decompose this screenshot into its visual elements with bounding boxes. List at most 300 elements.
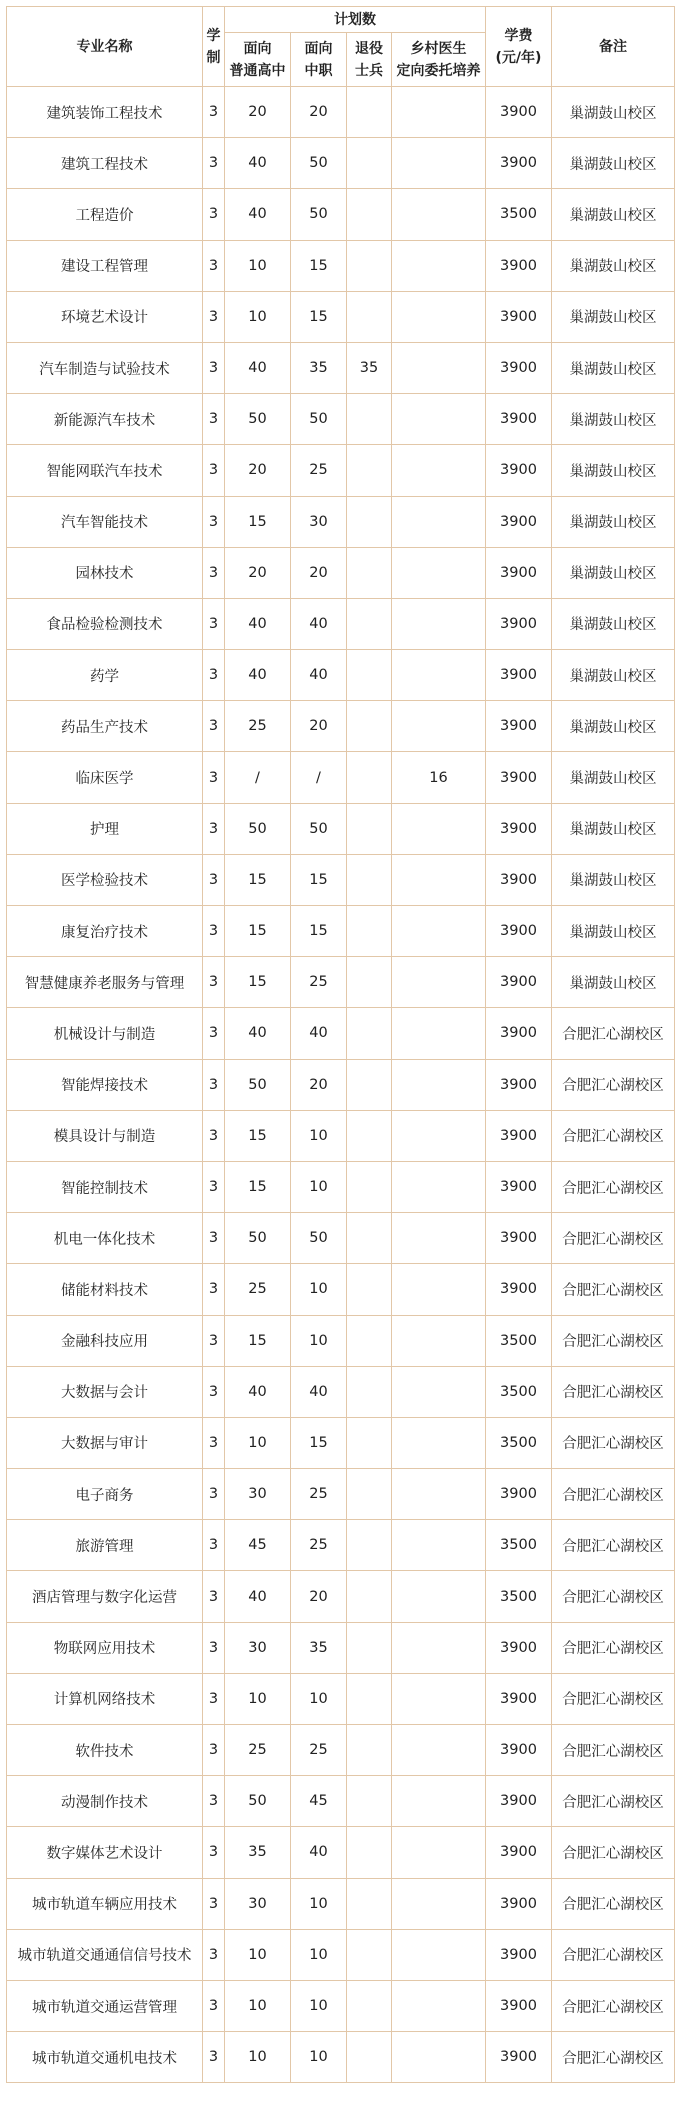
- cell-plan-vocational: 35: [291, 342, 347, 393]
- cell-major-name: 汽车制造与试验技术: [7, 342, 203, 393]
- header-plan-general: 面向 普通高中: [225, 33, 291, 87]
- cell-plan-vocational: 50: [291, 138, 347, 189]
- cell-plan-veteran: [347, 445, 392, 496]
- cell-major-name: 新能源汽车技术: [7, 394, 203, 445]
- cell-plan-veteran: [347, 650, 392, 701]
- cell-plan-rural: [392, 496, 486, 547]
- cell-plan-veteran: [347, 752, 392, 803]
- cell-plan-general: 25: [225, 701, 291, 752]
- cell-plan-veteran: [347, 1059, 392, 1110]
- cell-fee: 3900: [486, 138, 552, 189]
- cell-plan-vocational: 45: [291, 1776, 347, 1827]
- cell-note: 巢湖鼓山校区: [552, 189, 675, 240]
- cell-plan-general: 35: [225, 1827, 291, 1878]
- table-row: [7, 291, 675, 342]
- cell-fee: 3900: [486, 1827, 552, 1878]
- table-row: [7, 1008, 675, 1059]
- header-fee: 学费 (元/年): [486, 7, 552, 87]
- cell-plan-rural: [392, 1520, 486, 1571]
- cell-plan-veteran: [347, 189, 392, 240]
- table-row: [7, 1725, 675, 1776]
- cell-major-name: 城市轨道车辆应用技术: [7, 1878, 203, 1929]
- cell-plan-general: 30: [225, 1622, 291, 1673]
- table-row: [7, 1929, 675, 1980]
- cell-plan-general: 40: [225, 650, 291, 701]
- cell-major-name: 城市轨道交通通信信号技术: [7, 1929, 203, 1980]
- cell-plan-vocational: 25: [291, 1469, 347, 1520]
- cell-plan-general: 40: [225, 598, 291, 649]
- table-row: [7, 803, 675, 854]
- cell-major-name: 计算机网络技术: [7, 1673, 203, 1724]
- table-row: [7, 957, 675, 1008]
- cell-major-name: 大数据与审计: [7, 1417, 203, 1468]
- cell-plan-general: 50: [225, 1213, 291, 1264]
- cell-plan-veteran: [347, 803, 392, 854]
- cell-note: 巢湖鼓山校区: [552, 87, 675, 138]
- cell-fee: 3500: [486, 1315, 552, 1366]
- cell-plan-vocational: 35: [291, 1622, 347, 1673]
- header-major: 专业名称: [7, 7, 203, 87]
- cell-plan-vocational: 25: [291, 1520, 347, 1571]
- cell-major-name: 智能网联汽车技术: [7, 445, 203, 496]
- cell-plan-general: 10: [225, 1929, 291, 1980]
- header-plan-rural: 乡村医生 定向委托培养: [392, 33, 486, 87]
- table-row: [7, 906, 675, 957]
- cell-major-name: 康复治疗技术: [7, 906, 203, 957]
- cell-major-name: 软件技术: [7, 1725, 203, 1776]
- cell-note: 合肥汇心湖校区: [552, 1213, 675, 1264]
- cell-plan-rural: [392, 906, 486, 957]
- table-row: [7, 854, 675, 905]
- cell-years: 3: [203, 1571, 225, 1622]
- cell-plan-rural: [392, 1929, 486, 1980]
- cell-plan-rural: [392, 1161, 486, 1212]
- table-row: [7, 1827, 675, 1878]
- cell-plan-general: 40: [225, 189, 291, 240]
- table-row: [7, 1110, 675, 1161]
- cell-plan-general: 40: [225, 1366, 291, 1417]
- table-row: [7, 1980, 675, 2031]
- cell-plan-veteran: [347, 957, 392, 1008]
- cell-note: 巢湖鼓山校区: [552, 445, 675, 496]
- cell-plan-general: 50: [225, 803, 291, 854]
- cell-plan-veteran: [347, 1161, 392, 1212]
- cell-plan-rural: [392, 1264, 486, 1315]
- header-plan-veteran: 退役 士兵: [347, 33, 392, 87]
- cell-plan-general: 10: [225, 1417, 291, 1468]
- cell-plan-vocational: 20: [291, 87, 347, 138]
- header-note: 备注: [552, 7, 675, 87]
- cell-fee: 3900: [486, 1673, 552, 1724]
- table-row: [7, 1878, 675, 1929]
- cell-fee: 3900: [486, 291, 552, 342]
- cell-plan-general: 15: [225, 906, 291, 957]
- cell-years: 3: [203, 87, 225, 138]
- table-row: [7, 138, 675, 189]
- cell-major-name: 旅游管理: [7, 1520, 203, 1571]
- cell-plan-vocational: 15: [291, 240, 347, 291]
- cell-note: 巢湖鼓山校区: [552, 906, 675, 957]
- cell-note: 合肥汇心湖校区: [552, 1059, 675, 1110]
- cell-plan-rural: [392, 138, 486, 189]
- cell-major-name: 智能控制技术: [7, 1161, 203, 1212]
- cell-major-name: 智能焊接技术: [7, 1059, 203, 1110]
- cell-plan-veteran: [347, 1366, 392, 1417]
- cell-plan-vocational: 10: [291, 1673, 347, 1724]
- cell-major-name: 园林技术: [7, 547, 203, 598]
- cell-plan-vocational: 10: [291, 1110, 347, 1161]
- cell-plan-rural: [392, 1878, 486, 1929]
- cell-plan-general: 20: [225, 445, 291, 496]
- header-plan: 计划数: [225, 7, 486, 33]
- cell-plan-veteran: [347, 138, 392, 189]
- cell-fee: 3900: [486, 906, 552, 957]
- cell-plan-vocational: 25: [291, 957, 347, 1008]
- table-row: [7, 394, 675, 445]
- cell-major-name: 电子商务: [7, 1469, 203, 1520]
- cell-plan-rural: [392, 1366, 486, 1417]
- cell-note: 合肥汇心湖校区: [552, 1008, 675, 1059]
- cell-plan-general: 15: [225, 496, 291, 547]
- table-body: [7, 87, 675, 2083]
- cell-years: 3: [203, 189, 225, 240]
- cell-note: 巢湖鼓山校区: [552, 291, 675, 342]
- cell-note: 合肥汇心湖校区: [552, 1161, 675, 1212]
- cell-plan-vocational: 50: [291, 803, 347, 854]
- cell-plan-veteran: [347, 1469, 392, 1520]
- cell-fee: 3900: [486, 1264, 552, 1315]
- cell-plan-vocational: 20: [291, 701, 347, 752]
- table-row: [7, 1059, 675, 1110]
- table-row: [7, 1469, 675, 1520]
- cell-note: 巢湖鼓山校区: [552, 854, 675, 905]
- cell-plan-rural: [392, 342, 486, 393]
- cell-plan-veteran: [347, 1776, 392, 1827]
- table-row: [7, 598, 675, 649]
- cell-note: 合肥汇心湖校区: [552, 1366, 675, 1417]
- cell-plan-general: 30: [225, 1878, 291, 1929]
- cell-fee: 3900: [486, 598, 552, 649]
- cell-plan-vocational: 25: [291, 445, 347, 496]
- cell-fee: 3900: [486, 701, 552, 752]
- cell-plan-rural: [392, 1315, 486, 1366]
- cell-plan-vocational: 10: [291, 1929, 347, 1980]
- cell-plan-veteran: [347, 87, 392, 138]
- cell-note: 合肥汇心湖校区: [552, 1929, 675, 1980]
- table-row: [7, 2032, 675, 2083]
- cell-plan-rural: [392, 1980, 486, 2031]
- cell-years: 3: [203, 957, 225, 1008]
- cell-plan-veteran: [347, 291, 392, 342]
- cell-plan-rural: [392, 1827, 486, 1878]
- cell-major-name: 医学检验技术: [7, 854, 203, 905]
- cell-major-name: 物联网应用技术: [7, 1622, 203, 1673]
- cell-fee: 3900: [486, 445, 552, 496]
- cell-fee: 3900: [486, 650, 552, 701]
- cell-plan-veteran: [347, 2032, 392, 2083]
- cell-note: 巢湖鼓山校区: [552, 598, 675, 649]
- cell-plan-veteran: [347, 1315, 392, 1366]
- cell-note: 合肥汇心湖校区: [552, 1776, 675, 1827]
- cell-fee: 3900: [486, 957, 552, 1008]
- cell-fee: 3900: [486, 240, 552, 291]
- cell-plan-rural: [392, 598, 486, 649]
- cell-plan-vocational: 20: [291, 1059, 347, 1110]
- cell-fee: 3900: [486, 1059, 552, 1110]
- cell-plan-general: 40: [225, 138, 291, 189]
- table-row: [7, 547, 675, 598]
- cell-years: 3: [203, 1520, 225, 1571]
- cell-plan-rural: [392, 1622, 486, 1673]
- cell-plan-rural: [392, 394, 486, 445]
- cell-plan-rural: [392, 701, 486, 752]
- cell-plan-veteran: [347, 1213, 392, 1264]
- cell-plan-vocational: 50: [291, 189, 347, 240]
- cell-plan-vocational: 40: [291, 1366, 347, 1417]
- cell-major-name: 建筑装饰工程技术: [7, 87, 203, 138]
- table-row: [7, 1622, 675, 1673]
- header-plan-vocational: 面向 中职: [291, 33, 347, 87]
- cell-years: 3: [203, 342, 225, 393]
- cell-plan-rural: [392, 1417, 486, 1468]
- cell-plan-veteran: [347, 1827, 392, 1878]
- cell-plan-veteran: [347, 1520, 392, 1571]
- cell-note: 巢湖鼓山校区: [552, 650, 675, 701]
- cell-major-name: 护理: [7, 803, 203, 854]
- cell-plan-veteran: [347, 906, 392, 957]
- cell-plan-general: 50: [225, 394, 291, 445]
- table-row: [7, 1417, 675, 1468]
- table-header: [7, 7, 675, 87]
- cell-fee: 3900: [486, 342, 552, 393]
- cell-note: 巢湖鼓山校区: [552, 803, 675, 854]
- table-row: [7, 1571, 675, 1622]
- cell-years: 3: [203, 1929, 225, 1980]
- cell-plan-general: 25: [225, 1725, 291, 1776]
- cell-fee: 3900: [486, 1878, 552, 1929]
- cell-major-name: 建设工程管理: [7, 240, 203, 291]
- cell-fee: 3900: [486, 1622, 552, 1673]
- cell-plan-vocational: 10: [291, 1980, 347, 2031]
- cell-plan-veteran: [347, 1622, 392, 1673]
- cell-plan-vocational: 40: [291, 598, 347, 649]
- cell-note: 合肥汇心湖校区: [552, 1725, 675, 1776]
- cell-years: 3: [203, 394, 225, 445]
- cell-major-name: 机械设计与制造: [7, 1008, 203, 1059]
- cell-fee: 3900: [486, 1776, 552, 1827]
- cell-plan-veteran: [347, 240, 392, 291]
- cell-years: 3: [203, 547, 225, 598]
- cell-plan-vocational: 15: [291, 291, 347, 342]
- cell-plan-veteran: [347, 598, 392, 649]
- cell-years: 3: [203, 1315, 225, 1366]
- cell-plan-rural: [392, 1776, 486, 1827]
- cell-major-name: 机电一体化技术: [7, 1213, 203, 1264]
- cell-major-name: 城市轨道交通运营管理: [7, 1980, 203, 2031]
- cell-plan-rural: [392, 1213, 486, 1264]
- cell-plan-vocational: 15: [291, 854, 347, 905]
- cell-plan-vocational: 40: [291, 1827, 347, 1878]
- table-row: [7, 342, 675, 393]
- cell-fee: 3900: [486, 1929, 552, 1980]
- cell-years: 3: [203, 1980, 225, 2031]
- cell-plan-rural: [392, 547, 486, 598]
- cell-fee: 3900: [486, 496, 552, 547]
- cell-plan-vocational: 15: [291, 1417, 347, 1468]
- cell-note: 合肥汇心湖校区: [552, 1827, 675, 1878]
- cell-plan-rural: [392, 1008, 486, 1059]
- cell-major-name: 酒店管理与数字化运营: [7, 1571, 203, 1622]
- cell-years: 3: [203, 2032, 225, 2083]
- cell-years: 3: [203, 1161, 225, 1212]
- cell-plan-veteran: [347, 1878, 392, 1929]
- cell-plan-general: 15: [225, 957, 291, 1008]
- cell-plan-veteran: [347, 1725, 392, 1776]
- cell-plan-rural: [392, 957, 486, 1008]
- cell-plan-general: 30: [225, 1469, 291, 1520]
- cell-years: 3: [203, 1417, 225, 1468]
- cell-major-name: 药品生产技术: [7, 701, 203, 752]
- cell-years: 3: [203, 1725, 225, 1776]
- cell-years: 3: [203, 1059, 225, 1110]
- enrollment-plan-table: [6, 6, 675, 2083]
- cell-plan-general: 10: [225, 240, 291, 291]
- cell-plan-general: 20: [225, 547, 291, 598]
- table-row: [7, 87, 675, 138]
- cell-fee: 3500: [486, 1571, 552, 1622]
- cell-plan-rural: [392, 1059, 486, 1110]
- cell-years: 3: [203, 445, 225, 496]
- cell-years: 3: [203, 1366, 225, 1417]
- header-years: 学 制: [203, 7, 225, 87]
- cell-fee: 3900: [486, 2032, 552, 2083]
- cell-plan-veteran: [347, 547, 392, 598]
- cell-note: 巢湖鼓山校区: [552, 701, 675, 752]
- table-row: [7, 240, 675, 291]
- cell-note: 合肥汇心湖校区: [552, 2032, 675, 2083]
- cell-plan-rural: 16: [392, 752, 486, 803]
- cell-plan-rural: [392, 854, 486, 905]
- cell-note: 巢湖鼓山校区: [552, 394, 675, 445]
- cell-years: 3: [203, 752, 225, 803]
- cell-plan-veteran: [347, 854, 392, 905]
- cell-fee: 3900: [486, 1110, 552, 1161]
- cell-plan-rural: [392, 445, 486, 496]
- cell-fee: 3900: [486, 1469, 552, 1520]
- cell-plan-veteran: [347, 1980, 392, 2031]
- cell-plan-veteran: [347, 394, 392, 445]
- cell-major-name: 汽车智能技术: [7, 496, 203, 547]
- cell-plan-rural: [392, 87, 486, 138]
- cell-major-name: 智慧健康养老服务与管理: [7, 957, 203, 1008]
- cell-plan-general: 15: [225, 854, 291, 905]
- cell-plan-rural: [392, 1673, 486, 1724]
- cell-plan-rural: [392, 650, 486, 701]
- cell-plan-general: 15: [225, 1315, 291, 1366]
- cell-plan-rural: [392, 291, 486, 342]
- table-row: [7, 701, 675, 752]
- table-row: [7, 1264, 675, 1315]
- cell-years: 3: [203, 1469, 225, 1520]
- cell-plan-rural: [392, 189, 486, 240]
- cell-major-name: 临床医学: [7, 752, 203, 803]
- cell-note: 合肥汇心湖校区: [552, 1673, 675, 1724]
- cell-years: 3: [203, 1213, 225, 1264]
- cell-fee: 3900: [486, 87, 552, 138]
- table-row: [7, 650, 675, 701]
- cell-fee: 3500: [486, 1417, 552, 1468]
- table-row: [7, 189, 675, 240]
- table-row: [7, 1366, 675, 1417]
- cell-plan-veteran: [347, 1673, 392, 1724]
- cell-plan-vocational: /: [291, 752, 347, 803]
- cell-major-name: 模具设计与制造: [7, 1110, 203, 1161]
- cell-plan-general: 10: [225, 1673, 291, 1724]
- cell-plan-vocational: 40: [291, 650, 347, 701]
- cell-fee: 3500: [486, 1366, 552, 1417]
- cell-major-name: 金融科技应用: [7, 1315, 203, 1366]
- cell-years: 3: [203, 650, 225, 701]
- cell-plan-veteran: 35: [347, 342, 392, 393]
- table-row: [7, 1161, 675, 1212]
- cell-plan-vocational: 10: [291, 1315, 347, 1366]
- cell-years: 3: [203, 1622, 225, 1673]
- cell-major-name: 储能材料技术: [7, 1264, 203, 1315]
- cell-years: 3: [203, 1878, 225, 1929]
- cell-plan-rural: [392, 2032, 486, 2083]
- cell-note: 合肥汇心湖校区: [552, 1622, 675, 1673]
- cell-plan-veteran: [347, 1571, 392, 1622]
- cell-years: 3: [203, 496, 225, 547]
- cell-plan-vocational: 10: [291, 1264, 347, 1315]
- cell-note: 巢湖鼓山校区: [552, 496, 675, 547]
- cell-plan-veteran: [347, 1929, 392, 1980]
- cell-plan-rural: [392, 1110, 486, 1161]
- cell-plan-vocational: 15: [291, 906, 347, 957]
- cell-plan-vocational: 20: [291, 1571, 347, 1622]
- cell-major-name: 药学: [7, 650, 203, 701]
- cell-plan-vocational: 10: [291, 1161, 347, 1212]
- cell-plan-vocational: 10: [291, 1878, 347, 1929]
- cell-note: 合肥汇心湖校区: [552, 1469, 675, 1520]
- cell-fee: 3500: [486, 189, 552, 240]
- cell-note: 巢湖鼓山校区: [552, 752, 675, 803]
- cell-years: 3: [203, 1008, 225, 1059]
- cell-plan-general: 15: [225, 1110, 291, 1161]
- cell-fee: 3900: [486, 1980, 552, 2031]
- cell-plan-veteran: [347, 496, 392, 547]
- cell-note: 合肥汇心湖校区: [552, 1315, 675, 1366]
- cell-plan-general: 20: [225, 87, 291, 138]
- cell-fee: 3900: [486, 547, 552, 598]
- cell-major-name: 环境艺术设计: [7, 291, 203, 342]
- cell-major-name: 大数据与会计: [7, 1366, 203, 1417]
- cell-plan-veteran: [347, 1417, 392, 1468]
- cell-major-name: 食品检验检测技术: [7, 598, 203, 649]
- cell-plan-vocational: 10: [291, 2032, 347, 2083]
- cell-fee: 3900: [486, 1008, 552, 1059]
- cell-major-name: 城市轨道交通机电技术: [7, 2032, 203, 2083]
- cell-years: 3: [203, 1264, 225, 1315]
- cell-years: 3: [203, 854, 225, 905]
- cell-plan-vocational: 50: [291, 1213, 347, 1264]
- cell-years: 3: [203, 291, 225, 342]
- cell-plan-rural: [392, 240, 486, 291]
- cell-plan-vocational: 20: [291, 547, 347, 598]
- cell-plan-rural: [392, 1725, 486, 1776]
- cell-years: 3: [203, 701, 225, 752]
- cell-major-name: 建筑工程技术: [7, 138, 203, 189]
